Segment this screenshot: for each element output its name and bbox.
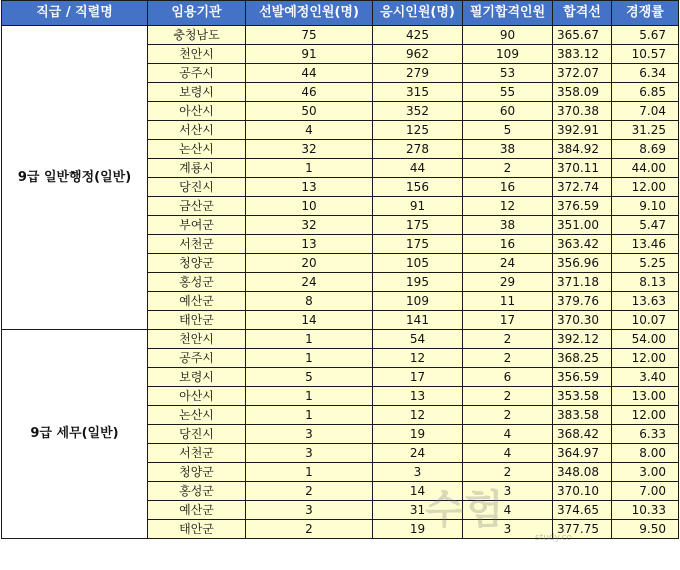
cell-planned: 1 xyxy=(246,349,373,368)
cell-planned: 14 xyxy=(246,311,373,330)
cell-planned: 20 xyxy=(246,254,373,273)
cell-planned: 1 xyxy=(246,330,373,349)
cell-cutoff: 370.10 xyxy=(553,482,612,501)
cell-planned: 24 xyxy=(246,273,373,292)
recruitment-results-table xyxy=(1,0,679,539)
cell-passed: 55 xyxy=(463,83,553,102)
header-passed: 필기합격인원 xyxy=(463,1,553,26)
group-label: 9급 세무(일반) xyxy=(2,330,148,539)
cell-passed: 109 xyxy=(463,45,553,64)
cell-agency: 홍성군 xyxy=(148,482,246,501)
cell-passed: 16 xyxy=(463,178,553,197)
cell-planned: 3 xyxy=(246,444,373,463)
header-agency: 임용기관 xyxy=(148,1,246,26)
cell-passed: 17 xyxy=(463,311,553,330)
header-row xyxy=(2,1,679,26)
cell-cutoff: 370.11 xyxy=(553,159,612,178)
cell-passed: 2 xyxy=(463,406,553,425)
cell-agency: 태안군 xyxy=(148,311,246,330)
cell-ratio: 3.00 xyxy=(612,463,679,482)
cell-agency: 청양군 xyxy=(148,463,246,482)
cell-agency: 홍성군 xyxy=(148,273,246,292)
cell-applicants: 12 xyxy=(373,406,463,425)
cell-ratio: 13.46 xyxy=(612,235,679,254)
cell-cutoff: 372.07 xyxy=(553,64,612,83)
cell-applicants: 14 xyxy=(373,482,463,501)
cell-planned: 13 xyxy=(246,178,373,197)
cell-agency: 공주시 xyxy=(148,349,246,368)
cell-applicants: 195 xyxy=(373,273,463,292)
cell-planned: 5 xyxy=(246,368,373,387)
cell-ratio: 8.69 xyxy=(612,140,679,159)
cell-ratio: 12.00 xyxy=(612,178,679,197)
cell-cutoff: 353.58 xyxy=(553,387,612,406)
cell-agency: 서천군 xyxy=(148,444,246,463)
cell-cutoff: 351.00 xyxy=(553,216,612,235)
cell-cutoff: 372.74 xyxy=(553,178,612,197)
cell-ratio: 31.25 xyxy=(612,121,679,140)
cell-passed: 11 xyxy=(463,292,553,311)
cell-agency: 청양군 xyxy=(148,254,246,273)
cell-agency: 당진시 xyxy=(148,178,246,197)
cell-passed: 6 xyxy=(463,368,553,387)
cell-passed: 2 xyxy=(463,463,553,482)
cell-passed: 4 xyxy=(463,501,553,520)
cell-ratio: 7.04 xyxy=(612,102,679,121)
cell-planned: 2 xyxy=(246,482,373,501)
cell-ratio: 54.00 xyxy=(612,330,679,349)
cell-agency: 당진시 xyxy=(148,425,246,444)
cell-agency: 충청남도 xyxy=(148,26,246,45)
header-cutoff: 합격선 xyxy=(553,1,612,26)
cell-passed: 2 xyxy=(463,330,553,349)
cell-planned: 50 xyxy=(246,102,373,121)
cell-cutoff: 392.91 xyxy=(553,121,612,140)
cell-passed: 38 xyxy=(463,140,553,159)
cell-cutoff: 368.42 xyxy=(553,425,612,444)
cell-planned: 4 xyxy=(246,121,373,140)
cell-applicants: 3 xyxy=(373,463,463,482)
cell-cutoff: 370.30 xyxy=(553,311,612,330)
cell-applicants: 31 xyxy=(373,501,463,520)
cell-applicants: 17 xyxy=(373,368,463,387)
cell-passed: 16 xyxy=(463,235,553,254)
cell-applicants: 125 xyxy=(373,121,463,140)
cell-ratio: 9.10 xyxy=(612,197,679,216)
cell-planned: 8 xyxy=(246,292,373,311)
cell-planned: 32 xyxy=(246,216,373,235)
cell-agency: 예산군 xyxy=(148,292,246,311)
cell-agency: 계룡시 xyxy=(148,159,246,178)
cell-agency: 금산군 xyxy=(148,197,246,216)
cell-ratio: 10.57 xyxy=(612,45,679,64)
cell-planned: 44 xyxy=(246,64,373,83)
cell-applicants: 141 xyxy=(373,311,463,330)
cell-applicants: 12 xyxy=(373,349,463,368)
cell-agency: 부여군 xyxy=(148,216,246,235)
cell-planned: 32 xyxy=(246,140,373,159)
cell-passed: 29 xyxy=(463,273,553,292)
cell-cutoff: 368.25 xyxy=(553,349,612,368)
cell-agency: 태안군 xyxy=(148,520,246,539)
cell-ratio: 7.00 xyxy=(612,482,679,501)
cell-planned: 46 xyxy=(246,83,373,102)
cell-ratio: 13.63 xyxy=(612,292,679,311)
watermark-url: study.co xyxy=(535,533,572,543)
cell-cutoff: 384.92 xyxy=(553,140,612,159)
cell-cutoff: 363.42 xyxy=(553,235,612,254)
cell-passed: 24 xyxy=(463,254,553,273)
cell-cutoff: 370.38 xyxy=(553,102,612,121)
cell-passed: 3 xyxy=(463,520,553,539)
cell-ratio: 5.25 xyxy=(612,254,679,273)
cell-ratio: 3.40 xyxy=(612,368,679,387)
cell-ratio: 44.00 xyxy=(612,159,679,178)
cell-ratio: 6.85 xyxy=(612,83,679,102)
cell-cutoff: 356.59 xyxy=(553,368,612,387)
cell-ratio: 13.00 xyxy=(612,387,679,406)
cell-passed: 3 xyxy=(463,482,553,501)
cell-passed: 5 xyxy=(463,121,553,140)
cell-cutoff: 365.67 xyxy=(553,26,612,45)
cell-applicants: 175 xyxy=(373,235,463,254)
cell-passed: 60 xyxy=(463,102,553,121)
cell-ratio: 5.67 xyxy=(612,26,679,45)
table-row xyxy=(2,26,679,45)
cell-ratio: 10.33 xyxy=(612,501,679,520)
cell-applicants: 425 xyxy=(373,26,463,45)
cell-passed: 4 xyxy=(463,425,553,444)
cell-cutoff: 383.12 xyxy=(553,45,612,64)
cell-agency: 논산시 xyxy=(148,406,246,425)
cell-cutoff: 364.97 xyxy=(553,444,612,463)
cell-agency: 아산시 xyxy=(148,102,246,121)
cell-applicants: 315 xyxy=(373,83,463,102)
cell-planned: 13 xyxy=(246,235,373,254)
cell-cutoff: 392.12 xyxy=(553,330,612,349)
group-label: 9급 일반행정(일반) xyxy=(2,26,148,330)
cell-agency: 보령시 xyxy=(148,368,246,387)
cell-planned: 1 xyxy=(246,463,373,482)
cell-cutoff: 376.59 xyxy=(553,197,612,216)
cell-planned: 3 xyxy=(246,425,373,444)
cell-cutoff: 371.18 xyxy=(553,273,612,292)
cell-agency: 천안시 xyxy=(148,45,246,64)
cell-planned: 10 xyxy=(246,197,373,216)
cell-agency: 보령시 xyxy=(148,83,246,102)
cell-passed: 90 xyxy=(463,26,553,45)
cell-ratio: 12.00 xyxy=(612,349,679,368)
cell-planned: 1 xyxy=(246,159,373,178)
cell-planned: 2 xyxy=(246,520,373,539)
header-applicants: 응시인원(명) xyxy=(373,1,463,26)
header-ratio: 경쟁률 xyxy=(612,1,679,26)
cell-passed: 4 xyxy=(463,444,553,463)
cell-agency: 서천군 xyxy=(148,235,246,254)
cell-cutoff: 379.76 xyxy=(553,292,612,311)
cell-cutoff: 374.65 xyxy=(553,501,612,520)
cell-planned: 3 xyxy=(246,501,373,520)
cell-applicants: 156 xyxy=(373,178,463,197)
cell-passed: 2 xyxy=(463,387,553,406)
cell-applicants: 44 xyxy=(373,159,463,178)
cell-applicants: 962 xyxy=(373,45,463,64)
cell-agency: 논산시 xyxy=(148,140,246,159)
cell-ratio: 8.00 xyxy=(612,444,679,463)
cell-planned: 91 xyxy=(246,45,373,64)
cell-ratio: 5.47 xyxy=(612,216,679,235)
cell-planned: 75 xyxy=(246,26,373,45)
cell-planned: 1 xyxy=(246,406,373,425)
cell-cutoff: 348.08 xyxy=(553,463,612,482)
cell-applicants: 91 xyxy=(373,197,463,216)
cell-applicants: 105 xyxy=(373,254,463,273)
cell-passed: 2 xyxy=(463,159,553,178)
cell-ratio: 10.07 xyxy=(612,311,679,330)
cell-ratio: 6.33 xyxy=(612,425,679,444)
cell-cutoff: 377.75 xyxy=(553,520,612,539)
cell-passed: 12 xyxy=(463,197,553,216)
cell-passed: 38 xyxy=(463,216,553,235)
header-planned: 선발예정인원(명) xyxy=(246,1,373,26)
cell-cutoff: 358.09 xyxy=(553,83,612,102)
cell-cutoff: 383.58 xyxy=(553,406,612,425)
cell-agency: 아산시 xyxy=(148,387,246,406)
cell-agency: 천안시 xyxy=(148,330,246,349)
cell-passed: 2 xyxy=(463,349,553,368)
cell-applicants: 175 xyxy=(373,216,463,235)
cell-applicants: 24 xyxy=(373,444,463,463)
cell-cutoff: 356.96 xyxy=(553,254,612,273)
table-row xyxy=(2,330,679,349)
cell-agency: 공주시 xyxy=(148,64,246,83)
cell-planned: 1 xyxy=(246,387,373,406)
header-grade: 직급 / 직렬명 xyxy=(2,1,148,26)
cell-ratio: 8.13 xyxy=(612,273,679,292)
cell-applicants: 54 xyxy=(373,330,463,349)
cell-applicants: 279 xyxy=(373,64,463,83)
cell-applicants: 19 xyxy=(373,425,463,444)
cell-applicants: 109 xyxy=(373,292,463,311)
cell-ratio: 6.34 xyxy=(612,64,679,83)
cell-agency: 서산시 xyxy=(148,121,246,140)
cell-ratio: 9.50 xyxy=(612,520,679,539)
cell-passed: 53 xyxy=(463,64,553,83)
cell-applicants: 352 xyxy=(373,102,463,121)
cell-applicants: 13 xyxy=(373,387,463,406)
cell-ratio: 12.00 xyxy=(612,406,679,425)
cell-agency: 예산군 xyxy=(148,501,246,520)
cell-applicants: 19 xyxy=(373,520,463,539)
cell-applicants: 278 xyxy=(373,140,463,159)
watermark: 수험 xyxy=(425,487,505,533)
